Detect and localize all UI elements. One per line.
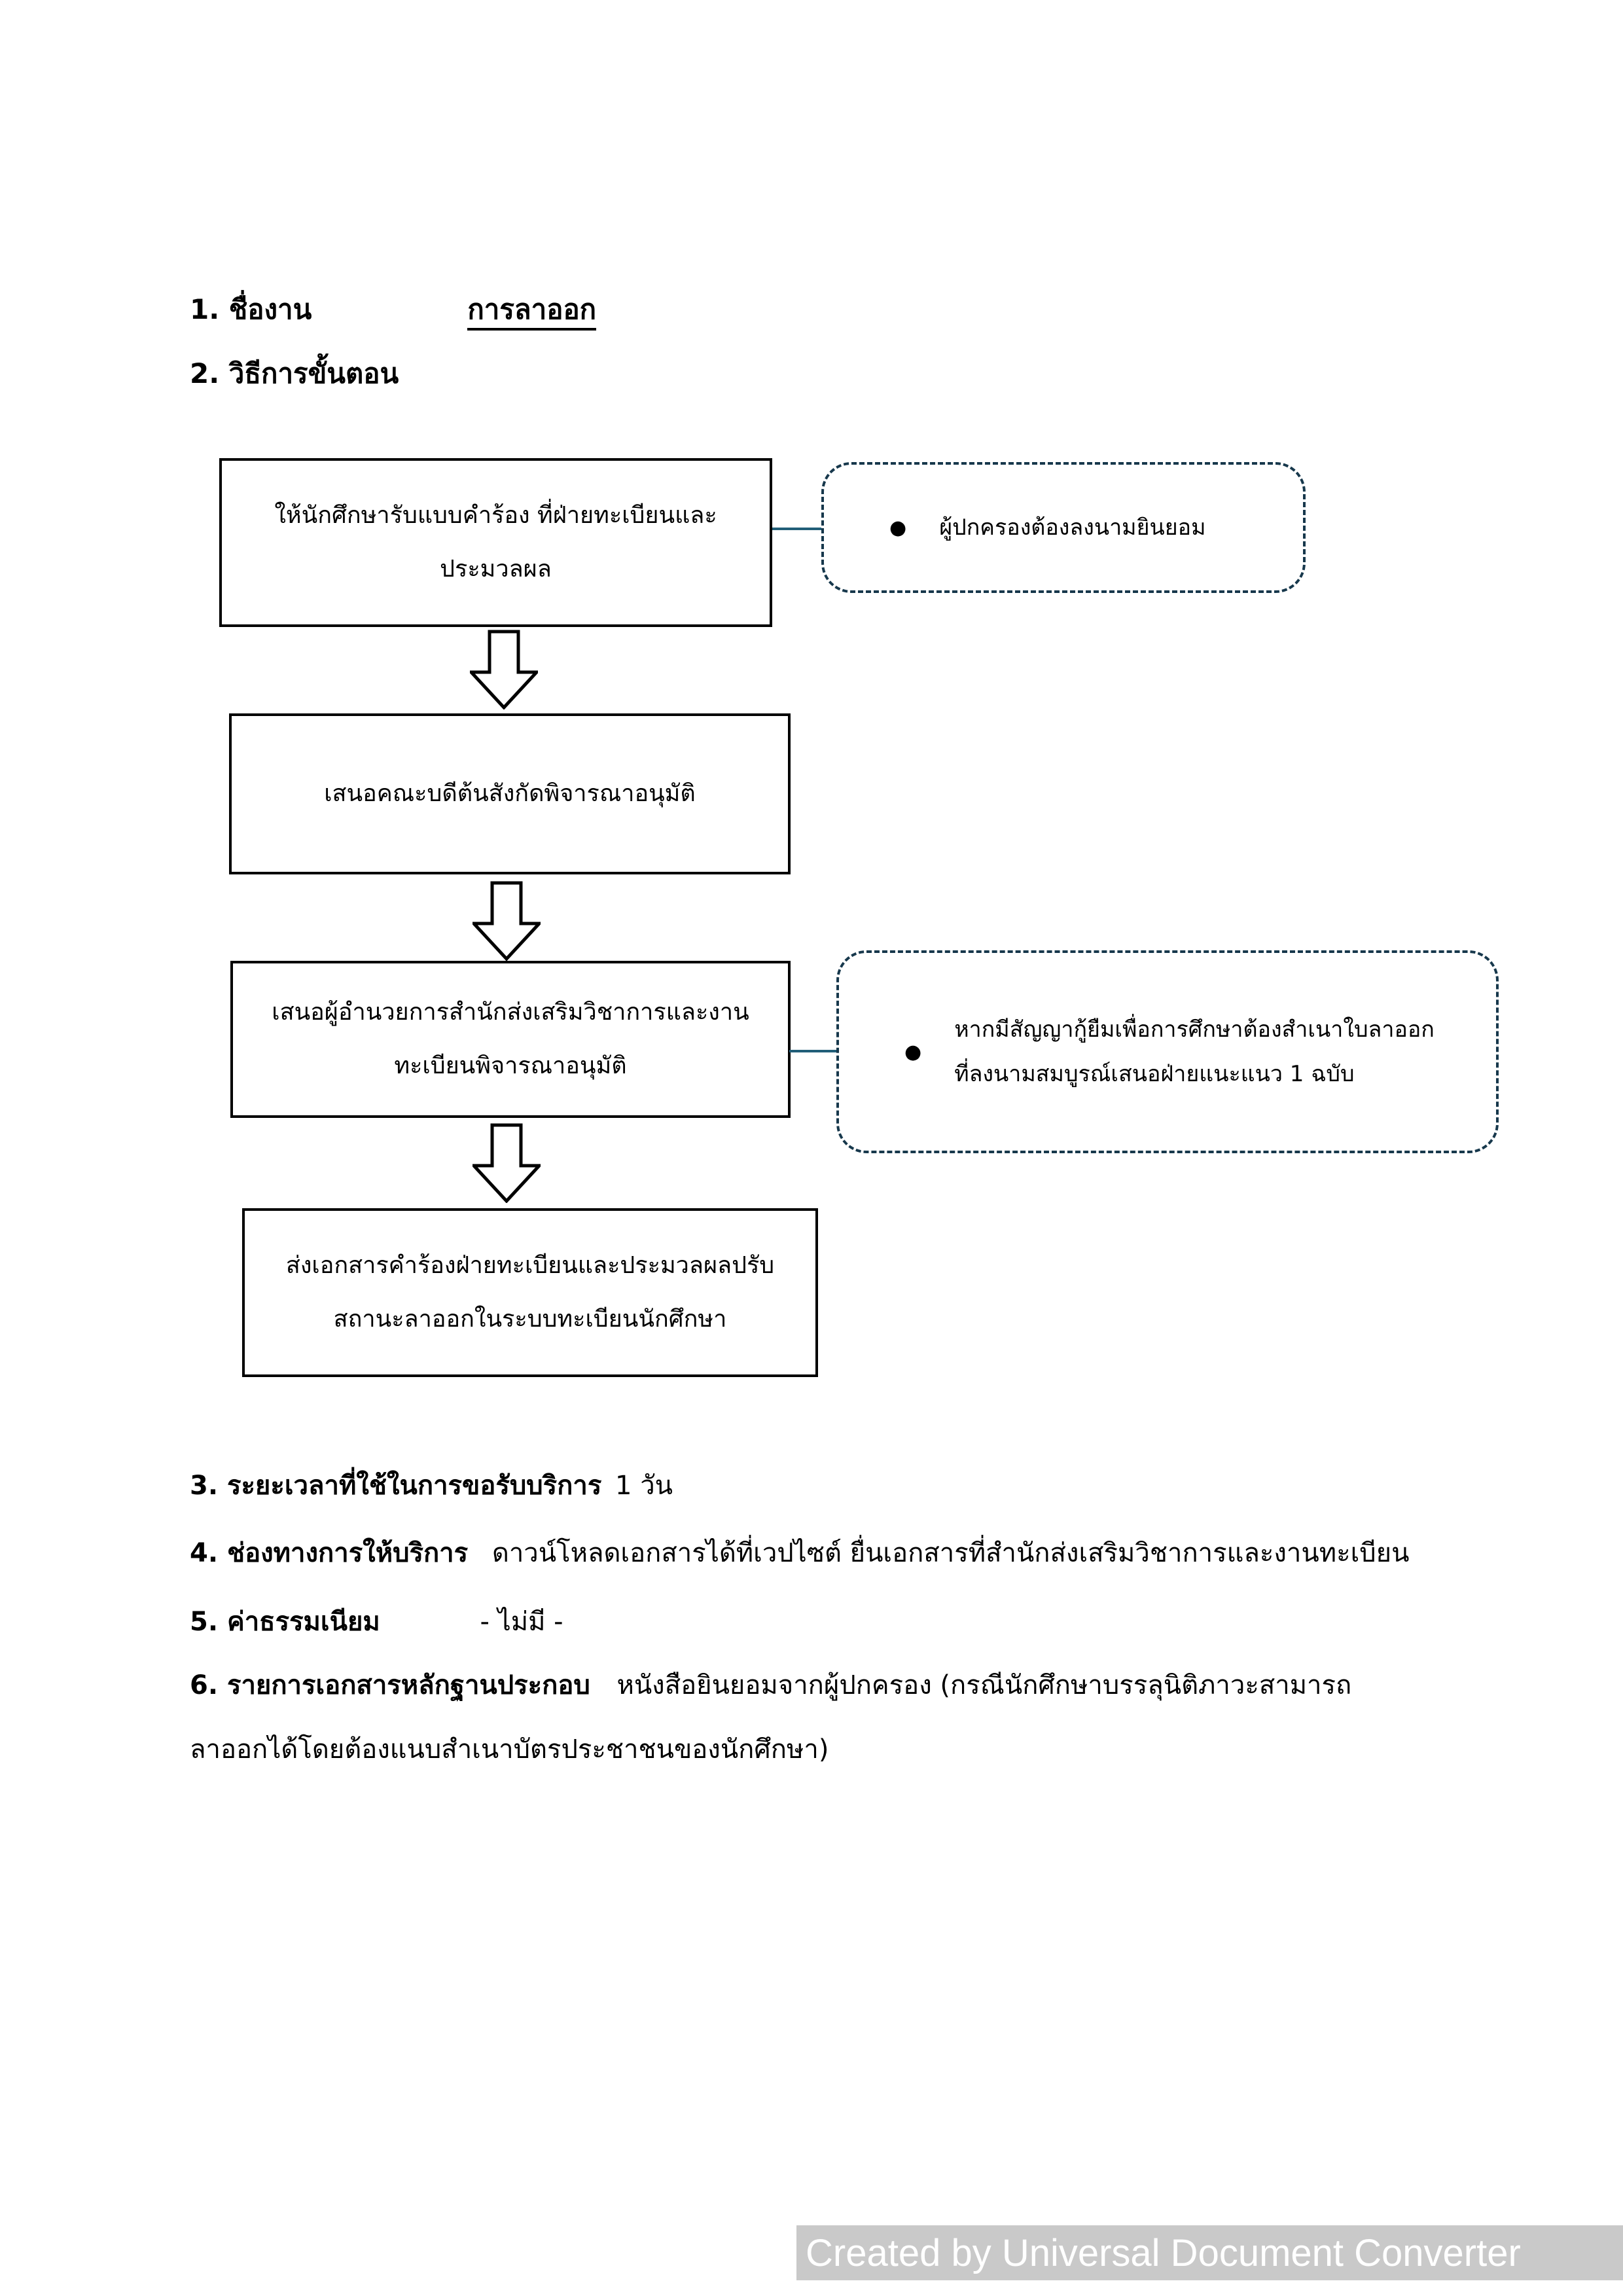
bullet-icon: ● bbox=[904, 1040, 922, 1064]
flow-step-3-line1: เสนอผู้อำนวยการสำนักส่งเสริมวิชาการและงาน bbox=[272, 999, 749, 1026]
flow-note-2-text bbox=[954, 1007, 1435, 1096]
detail-fee bbox=[190, 1600, 563, 1642]
flow-note-1-box bbox=[821, 462, 1306, 593]
flow-step-1-box bbox=[219, 458, 772, 627]
flow-step-4-line1: ส่งเอกสารคำร้องฝ่ายทะเบียนและประมวลผลปรับ bbox=[285, 1252, 775, 1280]
heading-procedure bbox=[190, 352, 399, 395]
flow-step-4-line2: สถานะลาออกในระบบทะเบียนนักศึกษา bbox=[333, 1306, 727, 1333]
detail-duration-value: 1 วัน bbox=[615, 1471, 673, 1501]
heading-procedure-label: 2. วิธีการขั้นตอน bbox=[190, 357, 399, 389]
flow-step-3-line2: ทะเบียนพิจารณาอนุมัติ bbox=[394, 1052, 627, 1079]
detail-documents-value: หนังสือยินยอมจากผู้ปกครอง (กรณีนักศึกษาบรรลุนิติภาวะสามารถ bbox=[616, 1670, 1352, 1700]
flow-step-2-line1: เสนอคณะบดีต้นสังกัดพิจารณาอนุมัติ bbox=[324, 780, 696, 808]
flow-step-4-box bbox=[242, 1208, 818, 1377]
flow-note-2-line2: ที่ลงนามสมบูรณ์เสนอฝ่ายแนะแนว 1 ฉบับ bbox=[954, 1061, 1355, 1087]
flow-step-3-box bbox=[230, 961, 791, 1118]
watermark-bar bbox=[796, 2225, 1623, 2280]
heading-job-name-label: 1. ชื่องาน bbox=[190, 293, 312, 325]
flow-note-2-box bbox=[836, 950, 1499, 1153]
flow-note-2-line1: หากมีสัญญากู้ยืมเพื่อการศึกษาต้องสำเนาใบลาออก bbox=[954, 1016, 1435, 1043]
detail-documents-label: 6. รายการเอกสารหลักฐานประกอบ bbox=[190, 1670, 590, 1700]
detail-fee-label: 5. ค่าธรรมเนียม bbox=[190, 1607, 380, 1637]
detail-channel bbox=[190, 1532, 1409, 1573]
heading-job-name-value: การลาออก bbox=[467, 293, 596, 331]
down-arrow-icon bbox=[470, 630, 538, 709]
detail-channel-label: 4. ช่องทางการให้บริการ bbox=[190, 1538, 469, 1568]
heading-job-name bbox=[190, 288, 596, 331]
detail-documents-continuation bbox=[190, 1728, 829, 1770]
detail-documents-continuation-text: ลาออกได้โดยต้องแนบสำเนาบัตรประชาชนของนักศึกษา) bbox=[190, 1734, 829, 1765]
connector-step1-note1 bbox=[772, 528, 823, 530]
flow-step-2-box bbox=[229, 713, 791, 874]
detail-duration bbox=[190, 1464, 673, 1506]
down-arrow-icon bbox=[473, 1123, 541, 1203]
detail-fee-value: - ไม่มี - bbox=[480, 1607, 563, 1637]
connector-step3-note2 bbox=[789, 1050, 838, 1052]
bullet-icon: ● bbox=[889, 516, 907, 539]
flow-step-1-line2: ประมวลผล bbox=[440, 556, 552, 583]
detail-documents bbox=[190, 1664, 1351, 1706]
detail-duration-label: 3. ระยะเวลาที่ใช้ในการขอรับบริการ bbox=[190, 1471, 602, 1501]
detail-channel-value: ดาวน์โหลดเอกสารได้ที่เวปไซต์ ยื่นเอกสารที่สำนักส่งเสริมวิชาการและงานทะเบียน bbox=[491, 1538, 1410, 1568]
down-arrow-icon bbox=[473, 881, 541, 961]
flow-note-1-text: ผู้ปกครองต้องลงนามยินยอม bbox=[939, 514, 1206, 541]
flow-step-1-line1: ให้นักศึกษารับแบบคำร้อง ที่ฝ่ายทะเบียนและ bbox=[274, 502, 717, 529]
watermark-text: Created by Universal Document Converter bbox=[806, 2231, 1521, 2274]
